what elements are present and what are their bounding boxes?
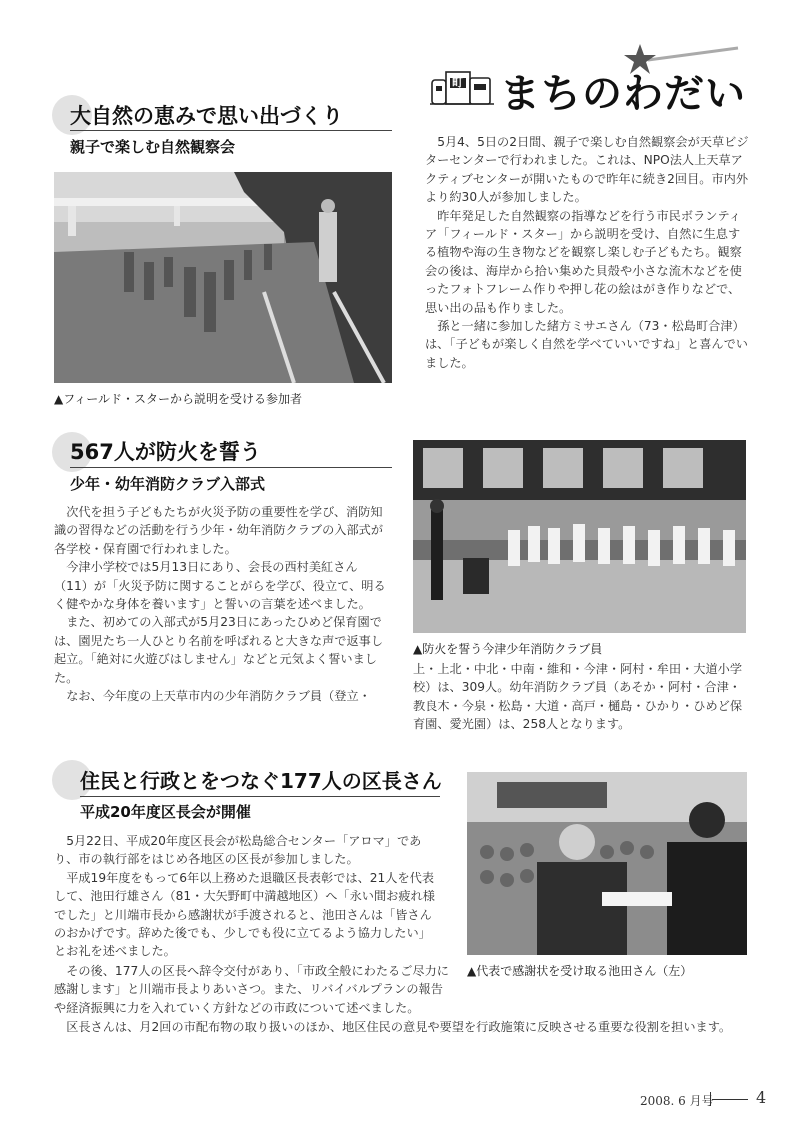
footer-tick xyxy=(710,1092,711,1106)
article3-title: 住民と行政とをつなぐ177人の区長さん xyxy=(80,769,442,793)
star-icon xyxy=(620,40,740,80)
article3-photo xyxy=(467,772,747,955)
paragraph: 5月22日、平成20年度区長会が松島総合センター「アロマ」であり、市の執行部をはじめ各地区の区長が参加しました。 xyxy=(54,834,422,867)
article2-subtitle: 少年・幼年消防クラブ入部式 xyxy=(70,475,266,493)
article2-body xyxy=(54,503,390,705)
paragraph: その後、177人の区長へ辞令交付があり、「市政全般にわたるご尽力に感謝します」と川端市長よりあいさつ。また、リバイバルプランの報告や経済振興に力を入れていく方針などの市政について述べました。 xyxy=(54,964,449,1015)
article2-caption: ▲防火を誓う今津少年消防クラブ員 xyxy=(413,642,603,656)
footer-rule xyxy=(712,1099,748,1100)
paragraph: 昨年発足した自然観察の指導などを行う市民ボランティア「フィールド・スター」から説明を受け、自然に生息する植物や海の生き物などを観察し楽しむ子どもたち。観察会の後は、海岸から拾い集めた貝殻や小さな流木などを使ったフォトフレーム作りや押し花の絵はがき作りなどで、思い出の品も作りました。 xyxy=(425,208,742,315)
article1-rule xyxy=(70,130,392,131)
masthead xyxy=(430,40,760,117)
article3-subtitle: 平成20年度区長会が開催 xyxy=(80,803,251,821)
paragraph: 平成19年度をもって6年以上務めた退職区長表彰では、21人を代表して、池田行雄さん（81・大矢野町中満越地区）へ「永い間お疲れ様でした」と川端市長から感謝状が手渡されると、池田さんは「皆さんのおかげです。辞めた後でも、少しでも役に立てるよう協力したい」とお礼を述べました。 xyxy=(54,870,435,959)
paragraph: 次代を担う子どもたちが火災予防の重要性を学び、消防知識の習得などの活動を行う少年・幼年消防クラブの入部式が各学校・保育園で行われました。 xyxy=(54,505,384,556)
article1-subtitle: 親子で楽しむ自然観察会 xyxy=(70,138,236,156)
article3-body-top xyxy=(54,832,442,961)
page-number: 4 xyxy=(756,1088,767,1107)
masthead-title: まちのわだい xyxy=(500,71,746,117)
article2-rule xyxy=(70,467,392,468)
article1-caption: ▲フィールド・スターから説明を受ける参加者 xyxy=(54,392,303,406)
article1-photo xyxy=(54,172,392,383)
paragraph: なお、今年度の上天草市内の少年消防クラブ員（登立・ xyxy=(66,689,371,704)
article3-rule xyxy=(80,796,440,797)
building-sign: 町 xyxy=(452,76,463,89)
article2-continuation: 上・上北・中北・中南・維和・今津・阿村・牟田・大道小学校）は、309人。幼年消防クラブ員（あそか・阿村・合津・教良木・今泉・松島・大道・高戸・樋島・ひかり・ひめど保育園、愛光園）は、258人となります。 xyxy=(413,662,743,732)
paragraph: また、初めての入部式が5月23日にあったひめど保育園では、園児たち一人ひとり名前を呼ばれると大きな声で返事し起立。「絶対に火遊びはしません」などと元気よく誓いました。 xyxy=(54,615,384,685)
article3-body-last xyxy=(54,1018,749,1036)
article1-body xyxy=(425,133,750,372)
article2-photo xyxy=(413,440,746,633)
paragraph: 5月4、5日の2日間、親子で楽しむ自然観察会が天草ビジターセンターで行われました。これは、NPO法人上天草アクティブセンターが開いたもので昨年に続き2回目。市内外より約30人が参加しました。 xyxy=(425,135,749,205)
article3-body-bottom xyxy=(54,962,454,1017)
article3-caption: ▲代表で感謝状を受け取る池田さん（左） xyxy=(467,964,693,978)
paragraph: 今津小学校では5月13日にあり、会長の西村美紅さん（11）が「火災予防に関することがらを学び、役立て、明るく健やかな身体を養います」と誓いの言葉を述べました。 xyxy=(54,560,386,612)
paragraph: 区長さんは、月2回の市配布物の取り扱いのほか、地区住民の意見や要望を行政施策に反映させる重要な役割を担います。 xyxy=(66,1020,732,1034)
article1-title: 大自然の恵みで思い出づくり xyxy=(70,104,343,128)
article2-title: 567人が防火を誓う xyxy=(70,440,261,464)
paragraph: 孫と一緒に参加した緒方ミサエさん（73・松島町合津）は、「子どもが楽しく自然を学べていいですね」と喜んでいました。 xyxy=(425,319,748,370)
footer-issue: 2008. 6 月号 xyxy=(640,1094,714,1108)
